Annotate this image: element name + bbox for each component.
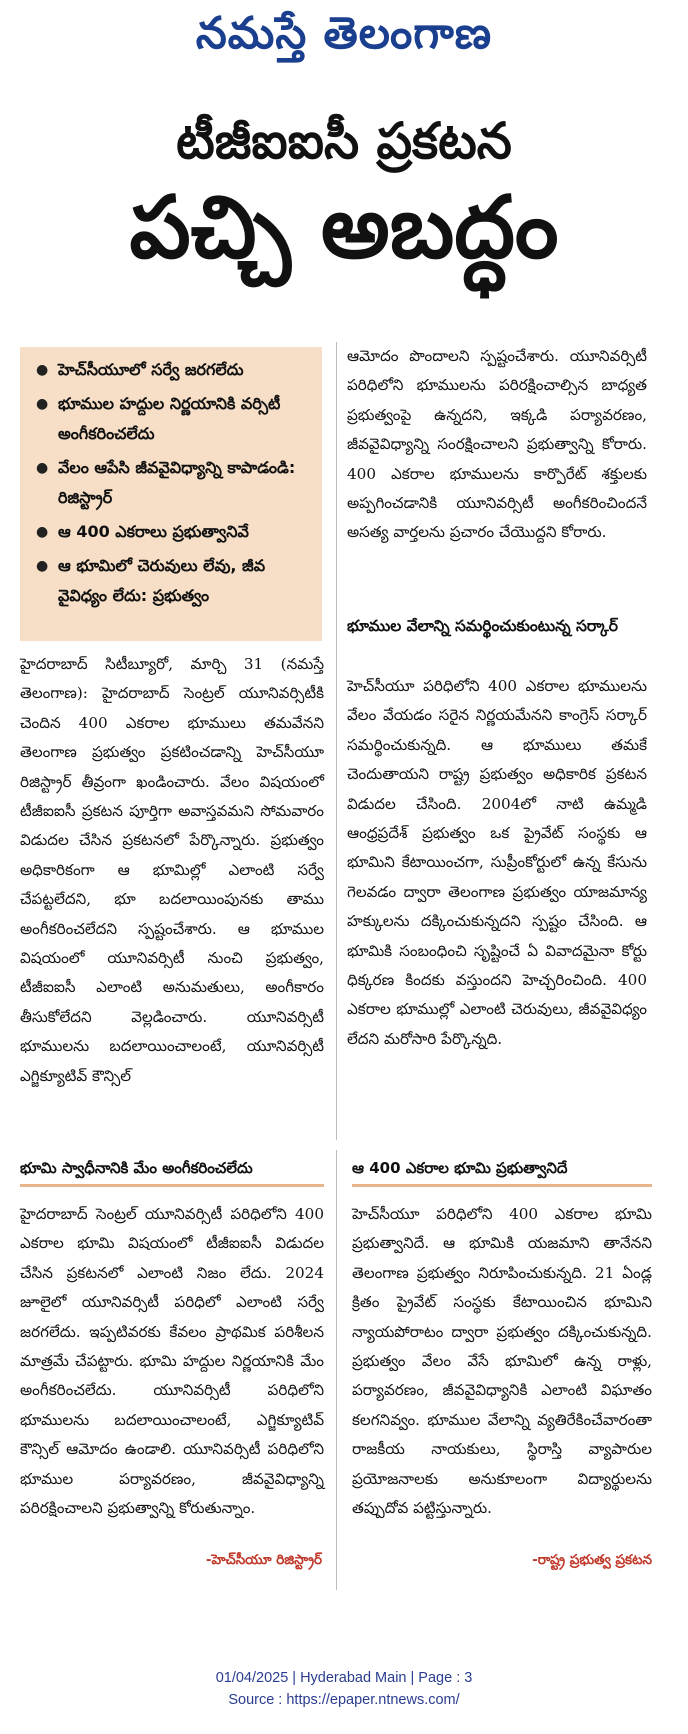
- footer-source-link[interactable]: Source : https://epaper.ntnews.com/: [228, 1692, 460, 1708]
- article-body-right-top: ఆమోదం పొందాలని స్పష్టంచేశారు. యూనివర్సిటీ పరిధిలోని భూములను పరిరక్షించాల్సిన బాధ్యత ప్రభుత్వంపై ఉన్నదని, ఇక్కడి పర్యావరణం, జీవవైవిధ్యాన్ని సంరక్షించాలని ప్రభుత్వాన్ని కోరారు. 400 ఎకరాల భూములను కార్పొరేట్ శక్తులకు అప్పగించడానికి యూనివర్సిటీ అంగీకరించిందనే అసత్య వార్తలను ప్రచారం చేయొద్దని కోరారు.: [347, 347, 647, 542]
- byline-registrar: -హెచ్‌సీయూ రిజిస్ట్రార్: [205, 1552, 322, 1568]
- highlight-item: ● వేలం ఆపేసి జీవవైవిధ్యాన్ని కాపాడండి: రిజిస్ట్రార్: [32, 453, 316, 513]
- government-statement: హెచ్‌సీయూ పరిధిలోని 400 ఎకరాల భూమి ప్రభుత్వానిదే. ఆ భూమికి యజమాని తానేనని తెలంగాణ ప్రభుత్వం నిరూపించుకున్నది. 21 ఏండ్ల క్రితం ప్రైవేట్ సంస్థకు కేటాయించిన భూమిని న్యాయపోరాటం ద్వారా ప్రభుత్వం దక్కించుకున్నది. ప్రభుత్వం వేలం వేసే భూమిలో ఉన్న రాళ్లు, పర్యావరణం, జీవవైవిధ్యానికి ఎలాంటి విఘాతం కలగనివ్వం. భూముల వేలాన్ని వ్యతిరేకించేవారంతా రాజకీయ నాయకులు, స్థిరాస్తి వ్యాపారుల ప్రయోజనాలకు అనుకూలంగా విద్యార్థులను తప్పుదోవ పట్టిస్తున్నారు.: [352, 1205, 652, 1518]
- article-body-right-mid: హెచ్‌సీయూ పరిధిలోని 400 ఎకరాల భూములను వేలం వేయడం సరైన నిర్ణయమేనని కాంగ్రెస్ సర్కార్ సమర్థించుకున్నది. ఆ భూములు తమకే చెందుతాయని రాష్ట్ర ప్రభుత్వం అధికారిక ప్రకటన విడుదల చేసింది. 2004లో నాటి ఉమ్మడి ఆంధ్రప్రదేశ్ ప్రభుత్వం ఒక ప్రైవేట్ సంస్థకు ఆ భూమిని కేటాయించగా, సుప్రీంకోర్టులో ఉన్న కేసును గెలవడం ద్వారా తెలంగాణ ప్రభుత్వం యాజమాన్య హక్కులను దక్కించుకున్నదని స్పష్టం చేసింది. ఆ భూమికి సంబంధించి సృష్టించే ఏ వివాదమైనా కోర్టు ధిక్కరణ కిందకు వస్తుందని హెచ్చరించింది. 400 ఎకరాల భూముల్లో ఎలాంటి చెరువులు, జీవవైవిధ్యం లేదని మరోసారి పేర్కొన్నది.: [347, 677, 647, 1048]
- byline-government: -రాష్ట్ర ప్రభుత్వ ప్రకటన: [532, 1552, 652, 1568]
- highlight-item: ● ఆ భూమిలో చెరువులు లేవు, జీవ వైవిధ్యం లేదు: ప్రభుత్వం: [32, 551, 316, 611]
- section-heading-government: ఆ 400 ఎకరాల భూమి ప్రభుత్వానిదే: [352, 1152, 652, 1187]
- newspaper-masthead: నమస్తే తెలంగాణ: [195, 8, 493, 59]
- highlights-box: [20, 347, 322, 641]
- section-heading-registrar: భూమి స్వాధీనానికి మేం అంగీకరించలేదు: [20, 1152, 324, 1187]
- footer-date-edition: 01/04/2025 | Hyderabad Main | Page : 3: [215, 1670, 473, 1686]
- column-divider: [336, 1150, 337, 1590]
- highlight-item: ● ఆ 400 ఎకరాలు ప్రభుత్వానివే: [32, 517, 316, 547]
- highlights-list: [32, 355, 316, 611]
- highlight-item: ● హెచ్‌సీయూలో సర్వే జరగలేదు: [32, 355, 316, 385]
- headline-kicker: టీజీఐఐసీ ప్రకటన: [176, 112, 512, 170]
- registrar-statement: హైదరాబాద్ సెంట్రల్ యూనివర్సిటీ పరిధిలోని 400 ఎకరాల భూమి విషయంలో టీజీఐఐసీ విడుదల చేసిన ప్రకటనలో ఎలాంటి నిజం లేదు. 2024 జూలైలో యూనివర్సిటీ పరిధిలో ఎలాంటి సర్వే జరగలేదు. ఇప్పటివరకు కేవలం ప్రాథమిక పరిశీలన మాత్రమే చేపట్టారు. భూమి హద్దుల నిర్ణయానికి మేం అంగీకరించలేదు. యూనివర్సిటీ పరిధిలోని భూములను బదలాయించాలంటే, ఎగ్జిక్యూటివ్ కౌన్సిల్ ఆమోదం ఉండాలి. యూనివర్సిటీ పరిధిలోని భూముల పర్యావరణం, జీవవైవిధ్యాన్ని పరిరక్షించాలని ప్రభుత్వాన్ని కోరుతున్నాం.: [20, 1205, 324, 1518]
- highlight-item: ● భూముల హద్దుల నిర్ణయానికి వర్సిటీ అంగీకరించలేదు: [32, 389, 316, 449]
- main-headline: పచ్చి అబద్ధం: [129, 178, 559, 278]
- article-body-left: హైదరాబాద్ సిటీబ్యూరో, మార్చి 31 (నమస్తే తెలంగాణ): హైదరాబాద్ సెంట్రల్ యూనివర్సిటీకి చెందిన 400 ఎకరాల భూములు తమవేనని తెలంగాణ ప్రభుత్వం ప్రకటించడాన్ని హెచ్‌సీయూ రిజిస్ట్రార్ తీవ్రంగా ఖండించారు. వేలం విషయంలో టీజీఐఐసీ ప్రకటన పూర్తిగా అవాస్తవమని సోమవారం విడుదల చేసిన ప్రకటనలో పేర్కొన్నారు. ప్రభుత్వం అధికారికంగా ఆ భూమిల్లో ఎలాంటి సర్వే చేపట్టలేదని, భూ బదలాయింపునకు తాము అంగీకరించలేదని స్పష్టంచేశారు. ఆ భూముల విషయంలో యూనివర్సిటీ నుంచి ప్రభుత్వం, టీజీఐఐసీ ఎలాంటి అనుమతులు, అంగీకారం తీసుకోలేదని వెల్లడించారు. యూనివర్సిటీ భూములను బదలాయించాలంటే, యూనివర్సిటీ ఎగ్జిక్యూటివ్ కౌన్సిల్: [20, 655, 324, 1085]
- column-divider: [336, 342, 337, 1140]
- article-subhead: భూముల వేలాన్ని సమర్థించుకుంటున్న సర్కార్: [347, 617, 618, 635]
